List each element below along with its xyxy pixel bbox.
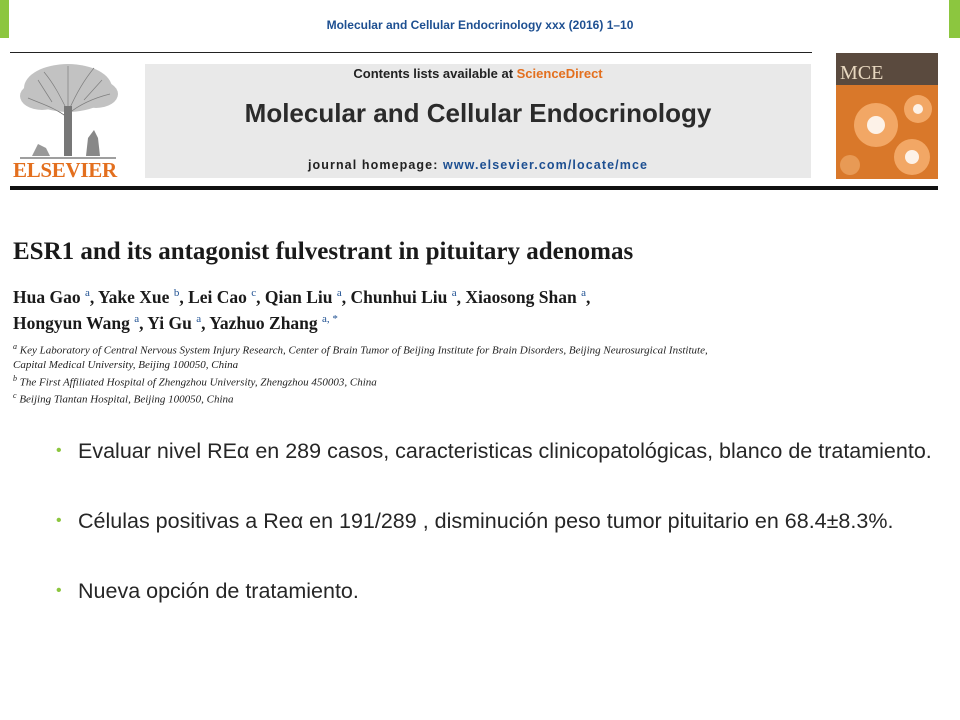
bullet-item	[56, 438, 936, 464]
author-name: Lei Cao	[188, 286, 247, 307]
affiliation-text: The First Affiliated Hospital of Zhengzhou University, Zhengzhou 450003, China	[19, 376, 377, 389]
bullet-marker-icon: •	[56, 582, 62, 599]
author	[209, 313, 338, 333]
author	[98, 287, 188, 307]
masthead-bottom-rule	[10, 186, 938, 190]
cover-title: MCE	[840, 62, 884, 84]
bullet-text: Evaluar nivel REα en 289 casos, caracteristicas clinicopatológicas, blanco de tratamiento.	[78, 439, 932, 463]
author-name: Qian Liu	[264, 286, 333, 307]
affiliation-text: Key Laboratory of Central Nervous System Injury Research, Center of Brain Tumor of Beijing Institute for Brain Disorders, Beijing Neurosurgical Institute,	[19, 344, 708, 357]
affiliation-key: b	[13, 373, 17, 383]
affiliation-text: Capital Medical University, Beijing 100050, China	[13, 358, 239, 371]
author-separator: ,	[256, 286, 265, 307]
author-affiliation-mark: a	[451, 287, 457, 299]
author-list	[13, 282, 733, 334]
article-title: ESR1 and its antagonist fulvestrant in pituitary adenomas	[13, 238, 634, 265]
author	[147, 313, 209, 333]
affiliation	[13, 340, 843, 372]
author-separator: ,	[89, 286, 98, 307]
journal-homepage	[145, 158, 811, 172]
sciencedirect-link[interactable]: ScienceDirect	[516, 66, 603, 81]
author-affiliation-mark: c	[251, 287, 257, 299]
author-separator: ,	[586, 286, 591, 307]
author-name: Yi Gu	[147, 312, 192, 333]
journal-masthead	[145, 64, 811, 178]
author-name: Yake Xue	[97, 286, 170, 307]
bullet-marker-icon: •	[56, 512, 62, 529]
author-affiliation-mark: a	[581, 287, 586, 299]
contents-availability	[145, 66, 811, 81]
author-affiliation-mark: a, *	[322, 312, 338, 325]
journal-cover-image	[836, 53, 938, 179]
author	[13, 287, 98, 307]
affiliation-text: Beijing Tiantan Hospital, Beijing 100050, China	[19, 393, 234, 406]
author-name: Hua Gao	[13, 286, 81, 307]
author	[265, 287, 351, 307]
author-name: Yazhuo Zhang	[209, 312, 318, 333]
homepage-url[interactable]: www.elsevier.com/locate/mce	[443, 158, 649, 172]
header-divider	[10, 52, 812, 53]
affiliation	[13, 389, 843, 407]
author-name: Chunhui Liu	[350, 286, 448, 307]
homepage-prefix: journal homepage:	[307, 158, 444, 172]
author-separator: ,	[201, 312, 210, 333]
author-affiliation-mark: a	[84, 287, 90, 299]
journal-reference: Molecular and Cellular Endocrinology xxx (2016) 1–10	[326, 18, 634, 32]
affiliation-key: a	[13, 342, 17, 351]
affiliation-list	[13, 340, 843, 407]
bullet-item	[56, 578, 936, 604]
author-affiliation-mark: a	[134, 312, 140, 325]
summary-bullets	[56, 438, 936, 648]
affiliation-key: c	[13, 391, 17, 401]
author-separator: ,	[456, 286, 466, 307]
author-separator: ,	[179, 286, 189, 307]
author-affiliation-mark: a	[336, 287, 342, 299]
author-name: Hongyun Wang	[13, 312, 130, 333]
journal-title: Molecular and Cellular Endocrinology	[244, 98, 712, 128]
bullet-text: Células positivas a Reα en 191/289 , disminución peso tumor pituitario en 68.4±8.3%.	[78, 509, 894, 533]
author-affiliation-mark: b	[173, 287, 180, 299]
elsevier-wordmark: ELSEVIER	[13, 158, 117, 182]
affiliation	[13, 372, 843, 390]
bullet-text: Nueva opción de tratamiento.	[78, 579, 359, 603]
author	[465, 287, 590, 307]
author-separator: ,	[139, 312, 148, 333]
author-name: Xiaosong Shan	[465, 286, 577, 307]
author	[188, 287, 265, 307]
author-affiliation-mark: a	[196, 312, 202, 325]
contents-prefix: Contents lists available at	[353, 66, 517, 81]
bullet-marker-icon: •	[56, 442, 62, 459]
author-separator: ,	[341, 286, 351, 307]
author	[13, 313, 147, 333]
author	[351, 287, 466, 307]
bullet-item	[56, 508, 936, 534]
